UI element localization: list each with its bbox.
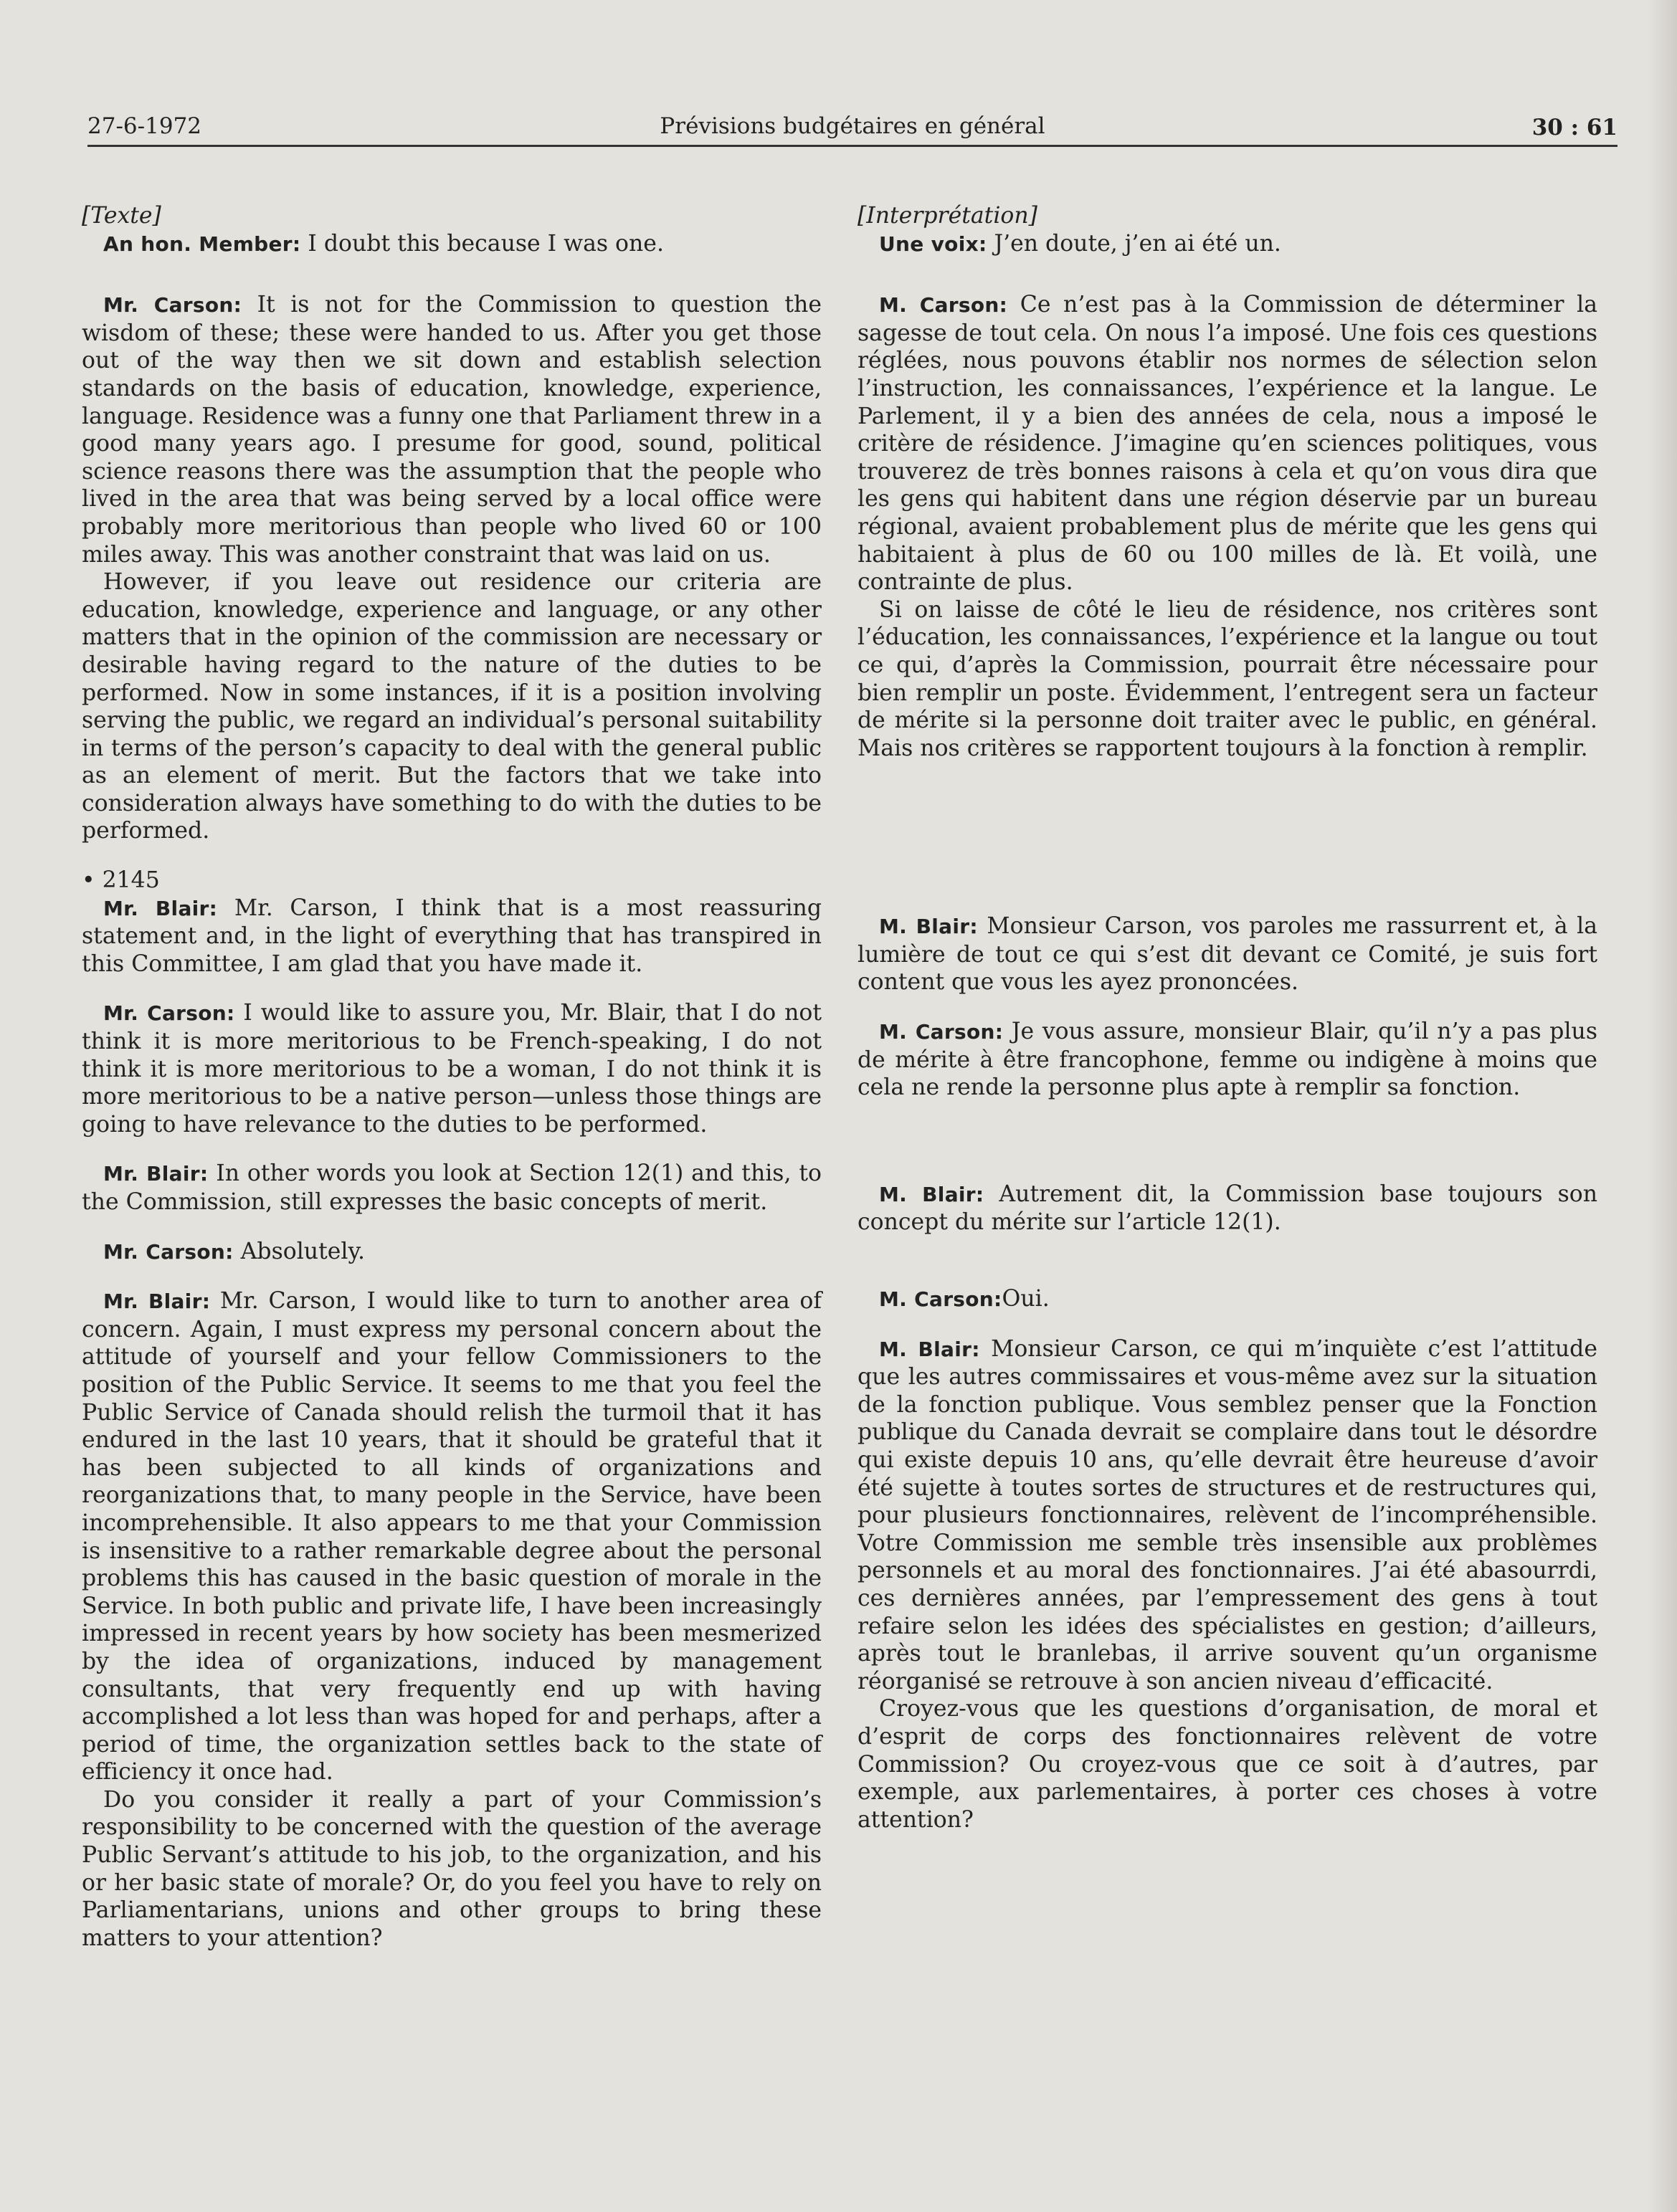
header-title: Prévisions budgétaires en général [660,113,1045,139]
paragraph [857,1285,1597,1314]
speech-text: I doubt this because I was one. [300,230,664,257]
speech-text: Je vous assure, monsieur Blair, qu’il n’y a pas plus de mérite à être francophone, femme ou indigène à moins que cela ne rende la personne plus apte à remplir sa fonction. [857,1019,1597,1101]
header-rule [87,145,1617,147]
paragraph: Croyez-vous que les questions d’organisation, de moral et d’esprit de corps des fonctionnaires relèvent de votre Commission? Ou croyez-vous que ce soit à d’autres, par exemple, aux parlementaires, à porter ces choses à votre attention? [857,1696,1597,1833]
speaker-name: M. Blair: [879,1182,984,1206]
paragraph [857,1181,1597,1236]
speech-text: In other words you look at Section 12(1) and this, to the Commission, still expresses the basic concepts of merit. [82,1160,822,1215]
paragraph [82,1160,822,1216]
paragraph [82,999,822,1138]
speaker-name: Une voix: [879,232,987,256]
language-tag: [Texte] [82,203,161,229]
header-date: 27-6-1972 [87,113,202,139]
header-page-number: 30 : 61 [1531,115,1617,140]
paragraph [82,230,822,259]
speaker-name: M. Carson: [879,293,1008,318]
paragraph [82,1287,822,1786]
paragraph: Si on laisse de côté le lieu de résidence, nos critères sont l’éducation, les connaissances, l’expérience et la langue ou tout ce qui, d’après la Commission, pourrait être nécessaire pour bien remplir un poste. Évidemment, l’entregent sera un facteur de mérite si la personne doit traiter avec le public, en général. Mais nos critères se rapportent toujours à la fonction à remplir. [857,596,1597,761]
paragraph [82,291,822,568]
paragraph: However, if you leave out residence our criteria are education, knowledge, experience and language, or any other matters that in the opinion of the commission are necessary or desirable having regard to the nature of the duties to be performed. Now in some instances, if it is a position involving serving the public, we regard an individual’s personal suitability in terms of the person’s capacity to deal with the general public as an element of merit. But the factors that we take into consideration always have something to do with the duties to be performed. [82,569,822,844]
speech-text: Absolutely. [233,1238,366,1264]
speech-text: Mr. Carson, I think that is a most reassuring statement and, in the light of everything that has transpired in this Committee, I am glad that you have made it. [82,895,822,977]
speaker-name: An hon. Member: [103,232,301,256]
paragraph [857,291,1597,596]
speech-text: It is not for the Commission to question the wisdom of these; these were handed to us. After you get those out of the way then we sit down and establish selection standards on the basis of education, knowledge, experience, language. Residence was a funny one that Parliament threw in a good many years ago. I presume for good, sound, political science reasons there was the assumption that the people who lived in the area that was being served by a local office were probably more meritorious than people who lived 60 or 100 miles away. This was another constraint that was laid on us. [82,292,822,568]
speaker-name: Mr. Carson: [103,1001,235,1026]
speaker-name: M. Blair: [879,915,978,939]
language-tag: [Interprétation] [857,203,1037,229]
speech-text: Oui. [1002,1286,1050,1312]
paragraph [857,1335,1597,1696]
speech-text: Autrement dit, la Commission base toujours son concept du mérite sur l’article 12(1). [857,1181,1597,1236]
speaker-name: Mr. Blair: [103,896,218,920]
speech-text: Mr. Carson, I would like to turn to another area of concern. Again, I must express my personal concern about the attitude of yourself and your fellow Commissioners to the position of the Public Service. It seems to me that you feel the Public Service of Canada should relish the turmoil that it has endured in the last 10 years, that it should be grateful that it has been subjected to all kinds of organizations and reorganizations that, to many people in the Service, have been incomprehensible. It also appears to me that your Commission is insensitive to a rather remarkable degree about the personal problems this has caused in the basic question of morale in the Service. In both public and private life, I have been increasingly impressed in recent years by how society has been mesmerized by the idea of organizations, induced by management consultants, that very frequently end up with having accomplished a lot less than was hoped for and perhaps, after a period of time, the organization settles back to the state of efficiency it once had. [82,1288,822,1786]
paragraph [857,230,1597,259]
speech-text: Monsieur Carson, vos paroles me rassurrent et, à la lumière de tout ce qui s’est dit devant ce Comité, je suis fort content que vous les ayez prononcées. [857,913,1597,996]
speech-text: Monsieur Carson, ce qui m’inquiète c’est l’attitude que les autres commissaires et vous-même avez sur la situation de la fonction publique. Vous semblez penser que la Fonction publique du Canada devrait se complaire dans tout le désordre qui existe depuis 10 ans, qu’elle devrait être heureuse d’avoir été sujette à toutes sortes de structures et de restructures qui, pour plusieurs fonctionnaires, relèvent de l’incompréhensible. Votre Commission me semble très insensible aux problèmes personnels et au moral des fonctionnaires. J’ai été abasourrdi, ces dernières années, par l’empressement des gens à tout refaire selon les idées des spécialistes en gestion; d’ailleurs, après tout le branlebas, il arrive souvent qu’un organisme réorganisé se retrouve à son ancien niveau d’efficacité. [857,1335,1597,1694]
paragraph: Do you consider it really a part of your Commission’s responsibility to be concerned with the question of the average Public Servant’s attitude to his job, to the organization, and his or her basic state of morale? Or, do you feel you have to rely on Parliamentarians, unions and other groups to bring these matters to your attention? [82,1786,822,1951]
english-column [82,202,822,1952]
speaker-name: M. Carson: [879,1020,1004,1044]
paragraph [857,912,1597,996]
speaker-name: Mr. Blair: [103,1162,209,1186]
paragraph [82,1238,822,1267]
paragraph [82,895,822,978]
speaker-name: Mr. Carson: [103,1239,234,1264]
speech-text: Ce n’est pas à la Commission de déterminer la sagesse de tout cela. On nous l’a imposé. Une fois ces questions réglées, nous pouvons établir nos normes de sélection selon l’instruction, les connaissances, l’expérience et la langue. Le Parlement, il y a bien des années de cela, nous a imposé le critère de résidence. J’imagine qu’en sciences politiques, vous trouverez de très bonnes raisons à cela et qu’on vous dira que les gens qui habitent dans une région déservie par un bureau régional, avaient probablement plus de mérite que les gens qui habitaient à plus de 60 ou 100 milles de là. Et voilà, une contrainte de plus. [857,292,1597,596]
paragraph [857,1018,1597,1102]
speaker-name: Mr. Carson: [103,293,242,318]
running-header [87,109,1617,145]
page-edge-shadow [1648,0,1677,2212]
speaker-name: M. Blair: [879,1337,980,1361]
speaker-name: M. Carson: [879,1287,1002,1312]
speech-text: J’en doute, j’en ai été un. [987,230,1281,257]
speech-text: I would like to assure you, Mr. Blair, that I do not think it is more meritorious to be French-speaking, I do not think it is more meritorious to be a woman, I do not think it is more meritorious to be a native person—unless those things are going to have relevance to the duties to be performed. [82,1000,822,1138]
time-marker: • 2145 [82,867,160,894]
french-column [857,202,1597,1834]
speaker-name: Mr. Blair: [103,1289,211,1314]
